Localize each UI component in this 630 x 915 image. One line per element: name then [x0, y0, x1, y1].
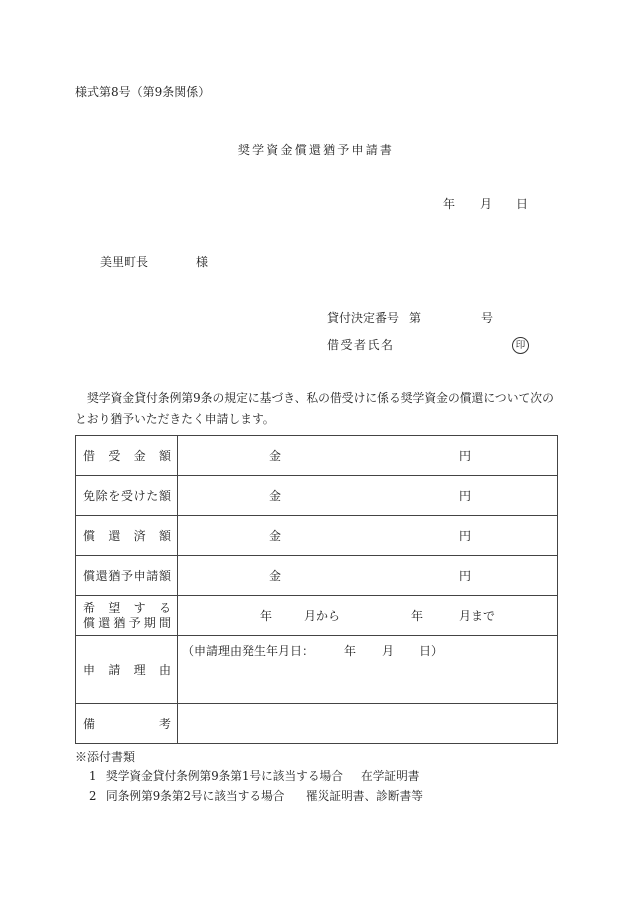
label-cell [76, 556, 178, 596]
label-char: 請 [146, 568, 159, 583]
label-cell [76, 476, 178, 516]
label-char: 名 [380, 338, 393, 352]
currency-unit: 円 [459, 528, 472, 543]
row-label-exempted-amount [83, 489, 171, 503]
label-char: 済 [133, 528, 146, 543]
label-char: 還 [95, 568, 108, 583]
label-char: 予 [120, 568, 133, 583]
row-label-remarks [83, 717, 171, 731]
currency-unit: 円 [459, 448, 472, 463]
label-char: 申 [133, 568, 146, 583]
loan-decision-label: 貸付決定番号 [327, 311, 400, 325]
table-row-reason [76, 636, 558, 704]
label-char: 間 [158, 616, 171, 630]
reason-date-month: 月 [382, 644, 395, 658]
label-char: た [146, 488, 159, 503]
label-char: 受 [340, 338, 353, 352]
table-row-exempted-amount [76, 476, 558, 516]
label-char: 由 [158, 662, 171, 677]
table-row-deferment-amount [76, 556, 558, 596]
attachment-condition: 同条例第9条第2号に該当する場合 [106, 789, 285, 803]
label-char: 猶 [113, 616, 126, 630]
value-cell [178, 596, 558, 636]
request-line-2: とおり猶予いただきたく申請します。 [75, 412, 275, 426]
value-cell [178, 436, 558, 476]
currency-prefix: 金 [269, 568, 282, 583]
label-cell [76, 516, 178, 556]
currency-prefix: 金 [269, 528, 282, 543]
row-label-period-line-1 [83, 601, 171, 615]
label-char: 償 [83, 568, 96, 583]
seal-icon: 印 [512, 337, 529, 354]
currency-unit: 円 [459, 568, 472, 583]
row-label-repaid-amount [83, 529, 171, 543]
reason-date-year: 年 [344, 644, 357, 658]
label-char: 受 [120, 488, 133, 503]
reason-date-open: （申請理由発生年月日： [182, 644, 315, 658]
addressee-name: 美里町長 [100, 255, 149, 269]
page-title: 奨学資金償還猶予申請書 [237, 143, 395, 157]
period-year-to: 年 [411, 608, 424, 623]
label-char: 還 [98, 616, 111, 630]
label-cell [76, 636, 178, 704]
label-char: 猶 [108, 568, 121, 583]
label-char: 除 [95, 488, 108, 503]
label-char: 考 [158, 716, 171, 731]
label-cell [76, 596, 178, 636]
date-month-label: 月 [480, 197, 493, 211]
table-row-deferment-period [76, 596, 558, 636]
label-char: 額 [158, 448, 171, 463]
application-table [75, 435, 558, 744]
label-char: 備 [83, 716, 96, 731]
addressee-honorific: 様 [196, 255, 209, 269]
currency-prefix: 金 [269, 448, 282, 463]
label-char: 申 [83, 662, 96, 677]
label-char: 受 [108, 448, 121, 463]
table-row-remarks [76, 704, 558, 744]
label-char: 額 [158, 568, 171, 583]
row-label-deferment-amount [83, 569, 171, 583]
label-char: を [108, 488, 121, 503]
label-cell [76, 436, 178, 476]
label-char: 額 [158, 488, 171, 503]
loan-decision-suffix: 号 [481, 311, 494, 325]
attachment-document: 在学証明書 [361, 769, 420, 783]
currency-prefix: 金 [269, 488, 282, 503]
label-char: 償 [83, 528, 96, 543]
date-day-label: 日 [516, 197, 529, 211]
value-cell [178, 556, 558, 596]
label-char: 還 [108, 528, 121, 543]
label-char: 請 [108, 662, 121, 677]
label-char: 希 [83, 601, 96, 615]
reason-date-day: 日） [419, 644, 444, 658]
label-char: 償 [83, 616, 96, 630]
label-char: 望 [108, 601, 121, 615]
label-cell [76, 704, 178, 744]
date-year-label: 年 [443, 197, 456, 211]
period-year-from: 年 [260, 608, 273, 623]
label-char: る [158, 601, 171, 615]
period-month-from: 月から [304, 608, 341, 623]
loan-decision-prefix: 第 [409, 311, 422, 325]
attachment-condition: 奨学資金貸付条例第9条第1号に該当する場合 [106, 769, 343, 783]
row-label-loan-amount [83, 449, 171, 463]
table-row-repaid-amount [76, 516, 558, 556]
currency-unit: 円 [459, 488, 472, 503]
table-row-loan-amount [76, 436, 558, 476]
label-char: 氏 [367, 338, 380, 352]
period-month-to: 月まで [459, 608, 496, 623]
form-number: 様式第8号（第9条関係） [75, 85, 211, 99]
attachment-number: 1 [89, 769, 97, 783]
label-char: け [133, 488, 146, 503]
label-char: 理 [133, 662, 146, 677]
borrower-label [327, 338, 393, 352]
value-cell [178, 704, 558, 744]
label-char: 期 [143, 616, 156, 630]
label-char: 者 [353, 338, 366, 352]
label-char: す [133, 601, 146, 615]
value-cell [178, 476, 558, 516]
label-char: 予 [128, 616, 141, 630]
label-char: 借 [327, 338, 340, 352]
label-char: 免 [83, 488, 96, 503]
row-label-period-line-2 [83, 616, 171, 630]
label-char: 額 [158, 528, 171, 543]
attachment-number: 2 [89, 789, 97, 803]
value-cell [178, 636, 558, 704]
label-char: 金 [133, 448, 146, 463]
attachments-heading: ※添付書類 [75, 750, 136, 764]
attachment-document: 罹災証明書、診断書等 [306, 789, 423, 803]
row-label-reason [83, 663, 171, 677]
label-char: 借 [83, 448, 96, 463]
value-cell [178, 516, 558, 556]
request-line-1: 奨学資金貸付条例第9条の規定に基づき、私の借受けに係る奨学資金の償還について次の [87, 391, 554, 405]
